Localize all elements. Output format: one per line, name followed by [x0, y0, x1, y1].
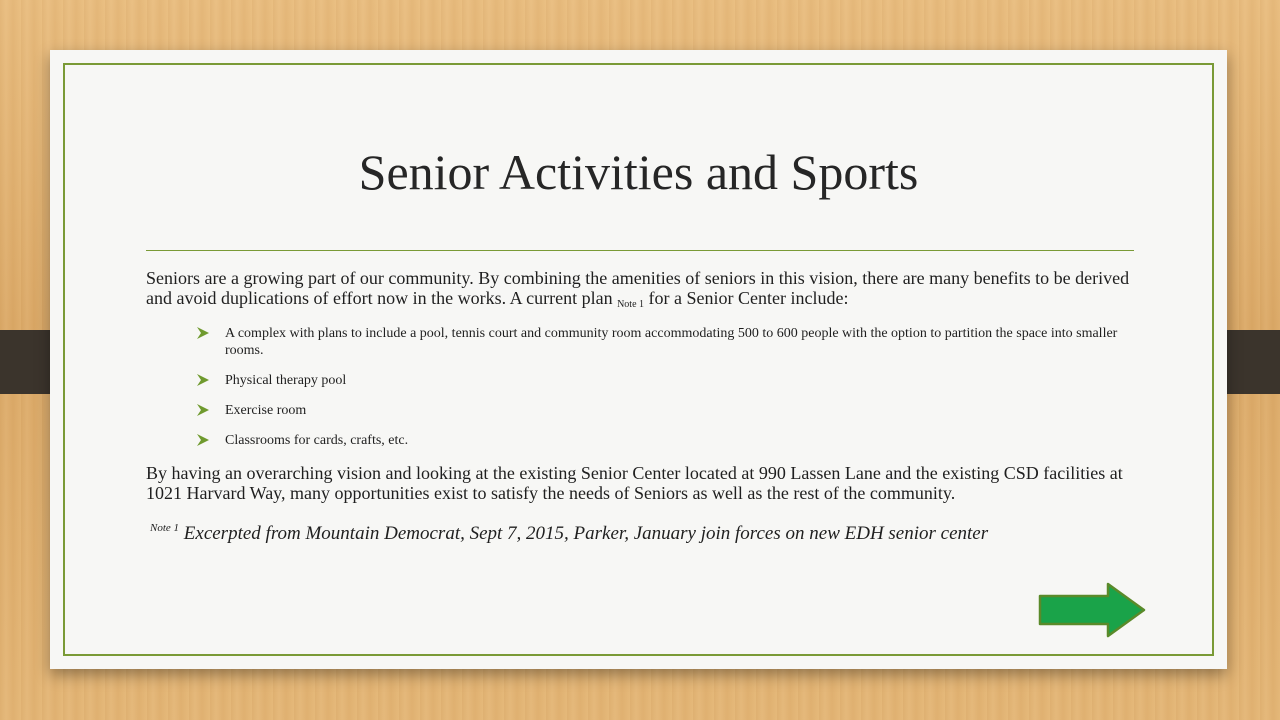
intro-paragraph	[146, 268, 1136, 315]
list-item	[196, 325, 1136, 359]
bullet-text: Physical therapy pool	[225, 373, 347, 388]
closing-paragraph: By having an overarching vision and looking at the existing Senior Center located at 990 Lassen Lane and the existing CSD facilities at 1021 Harvard Way, many opportunities exist to satisfy the needs of Seniors as well as the rest of the community.	[146, 463, 1123, 503]
slide-body	[146, 268, 1136, 545]
amenities-list	[196, 325, 1136, 449]
arrowhead-bullet-icon	[196, 403, 210, 417]
bullet-text: Exercise room	[225, 403, 307, 418]
list-item	[196, 432, 1136, 449]
next-arrow-icon[interactable]	[1038, 582, 1148, 638]
bullet-text: A complex with plans to include a pool, tennis court and community room accommodating 500 to 600 people with the option to partition the space into smaller rooms.	[225, 326, 1118, 358]
intro-text: Seniors are a growing part of our community. By combining the amenities of seniors in this vision, there are many benefits to be derived and avoid duplications of effort now in the works. A current plan	[146, 268, 1130, 308]
footnote-text: Excerpted from Mountain Democrat, Sept 7, 2015, Parker, January join forces on new EDH senior center	[183, 523, 989, 544]
arrowhead-bullet-icon	[196, 373, 210, 387]
footnote	[150, 517, 1136, 545]
list-item	[196, 402, 1136, 419]
slide-title: Senior Activities and Sports	[358, 144, 919, 200]
slide-paper	[50, 50, 1227, 669]
arrowhead-bullet-icon	[196, 433, 210, 447]
list-item	[196, 372, 1136, 389]
bullet-text: Classrooms for cards, crafts, etc.	[225, 433, 409, 448]
arrowhead-bullet-icon	[196, 326, 210, 340]
intro-note-ref: Note 1	[617, 299, 645, 310]
title-divider	[146, 250, 1134, 251]
footnote-label: Note 1	[150, 522, 180, 534]
intro-tail: for a Senior Center include:	[648, 288, 849, 308]
